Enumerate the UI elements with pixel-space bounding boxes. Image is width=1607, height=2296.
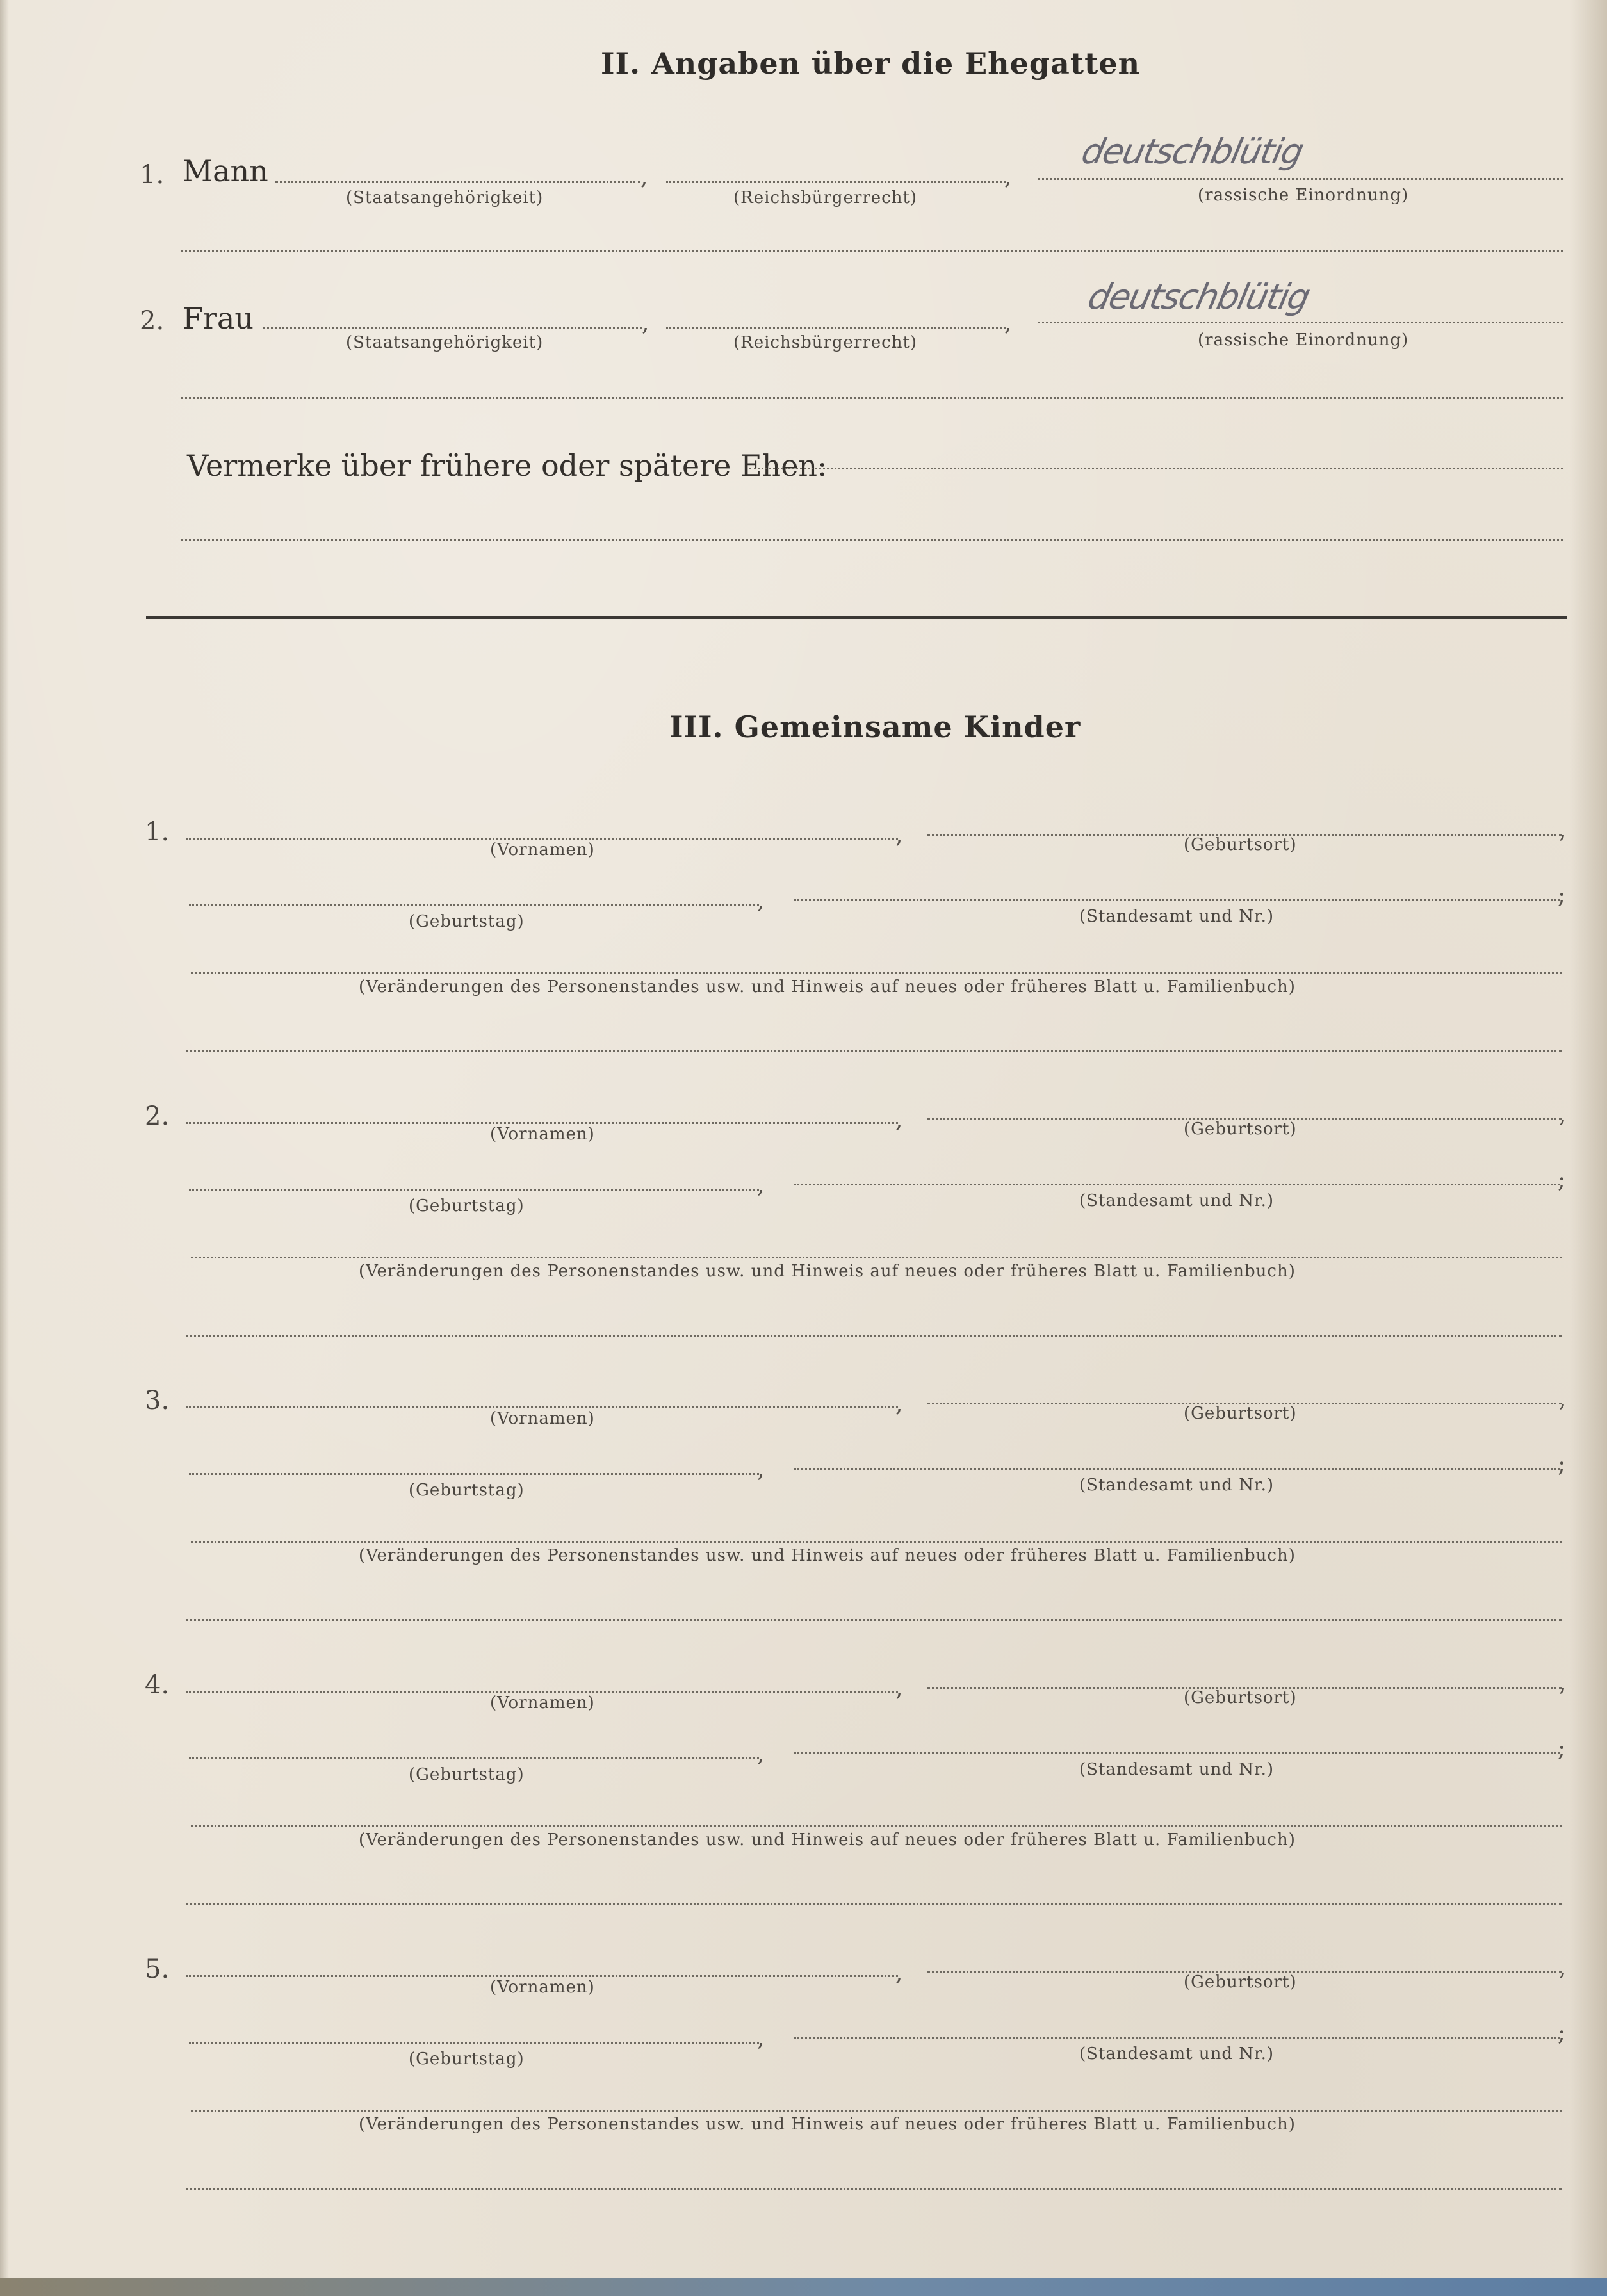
comma: ,	[1559, 1670, 1567, 1697]
child-changes-caption: (Veränderungen des Personenstandes usw. und Hinweis auf neues oder früheres Blatt u. Familienbuch)	[359, 1546, 1296, 1565]
man-citizenship-caption: (Staatsangehörigkeit)	[346, 188, 544, 208]
man-reich-caption: (Reichsbürgerrecht)	[733, 188, 918, 208]
child-birthdate-field[interactable]	[189, 1757, 759, 1759]
woman-racial-caption: (rassische Einordnung)	[1198, 330, 1409, 350]
comma: ,	[1559, 1955, 1567, 1981]
remarks-field[interactable]	[749, 468, 1563, 469]
comma: ,	[1559, 817, 1567, 843]
child-extra-line[interactable]	[186, 1050, 1562, 1052]
man-label: Mann	[183, 154, 268, 188]
child-firstname-field[interactable]	[186, 1691, 898, 1693]
page-bottom-edge	[0, 2278, 1607, 2296]
child-extra-line[interactable]	[186, 2188, 1562, 2190]
remarks-line-2[interactable]	[181, 539, 1563, 541]
page-left-edge	[0, 0, 9, 2296]
section-divider	[146, 616, 1567, 619]
child-office-caption: (Standesamt und Nr.)	[1079, 1191, 1275, 1210]
comma: ,	[757, 1741, 765, 1767]
child-number: 3.	[145, 1386, 170, 1415]
man-racial-caption: (rassische Einordnung)	[1198, 186, 1409, 205]
child-changes-field[interactable]	[191, 1541, 1562, 1543]
section-2-title: II. Angaben über die Ehegatten	[601, 46, 1141, 81]
comma: ,	[1004, 310, 1012, 336]
comma: ,	[1559, 1386, 1567, 1412]
child-birthdate-field[interactable]	[189, 2042, 759, 2044]
child-extra-line[interactable]	[186, 1335, 1562, 1337]
comma: ,	[757, 2025, 765, 2051]
child-office-caption: (Standesamt und Nr.)	[1079, 1760, 1275, 1779]
child-number: 4.	[145, 1670, 170, 1700]
comma: ,	[895, 1391, 903, 1417]
man-racial-handwriting: deutschblütig	[1078, 131, 1307, 172]
man-racial-field[interactable]	[1038, 178, 1563, 180]
comma: ,	[757, 1456, 765, 1483]
woman-extra-line[interactable]	[181, 397, 1563, 399]
comma: ,	[642, 310, 649, 336]
child-changes-caption: (Veränderungen des Personenstandes usw. und Hinweis auf neues oder früheres Blatt u. Familienbuch)	[359, 977, 1296, 997]
child-firstname-caption: (Vornamen)	[490, 1409, 595, 1428]
child-birthdate-caption: (Geburtstag)	[409, 1481, 525, 1500]
remarks-label: Vermerke über frühere oder spätere Ehen:	[187, 448, 828, 483]
woman-reich-caption: (Reichsbürgerrecht)	[733, 333, 918, 352]
child-changes-field[interactable]	[191, 1825, 1562, 1827]
semicolon: ;	[1558, 883, 1566, 909]
section-3-title: III. Gemeinsame Kinder	[669, 710, 1081, 744]
man-citizenship-field[interactable]	[275, 181, 640, 183]
woman-racial-handwriting: deutschblütig	[1084, 277, 1313, 317]
comma: ,	[1004, 164, 1012, 190]
comma: ,	[757, 888, 765, 914]
semicolon: ;	[1558, 1167, 1566, 1193]
child-firstname-caption: (Vornamen)	[490, 840, 595, 859]
woman-racial-field[interactable]	[1038, 322, 1563, 323]
child-changes-field[interactable]	[191, 1257, 1562, 1258]
child-extra-line[interactable]	[186, 1903, 1562, 1905]
woman-reich-field[interactable]	[666, 327, 1006, 329]
child-office-caption: (Standesamt und Nr.)	[1079, 1476, 1275, 1495]
woman-citizenship-caption: (Staatsangehörigkeit)	[346, 333, 544, 352]
child-firstname-caption: (Vornamen)	[490, 1125, 595, 1144]
woman-number: 2.	[140, 306, 165, 336]
child-birthplace-caption: (Geburtsort)	[1184, 835, 1297, 854]
child-birthdate-caption: (Geburtstag)	[409, 1765, 525, 1784]
comma: ,	[895, 1107, 903, 1133]
child-firstname-field[interactable]	[186, 1122, 898, 1124]
semicolon: ;	[1558, 1736, 1566, 1762]
child-office-caption: (Standesamt und Nr.)	[1079, 907, 1275, 926]
child-birthplace-caption: (Geburtsort)	[1184, 1973, 1297, 1992]
comma: ,	[1559, 1102, 1567, 1128]
child-birthdate-field[interactable]	[189, 1189, 759, 1191]
comma: ,	[895, 1960, 903, 1986]
man-reich-field[interactable]	[666, 181, 1006, 183]
child-birthdate-caption: (Geburtstag)	[409, 1196, 525, 1216]
child-birthdate-field[interactable]	[189, 1473, 759, 1475]
child-number: 2.	[145, 1102, 170, 1131]
child-firstname-caption: (Vornamen)	[490, 1978, 595, 1997]
child-number: 1.	[145, 817, 170, 847]
page-right-edge	[1570, 0, 1607, 2296]
child-firstname-field[interactable]	[186, 838, 898, 840]
child-firstname-field[interactable]	[186, 1406, 898, 1408]
child-number: 5.	[145, 1955, 170, 1984]
child-office-field[interactable]	[794, 1184, 1560, 1185]
child-office-field[interactable]	[794, 899, 1560, 901]
child-birthdate-caption: (Geburtstag)	[409, 2049, 525, 2069]
man-number: 1.	[140, 160, 165, 190]
child-firstname-field[interactable]	[186, 1975, 898, 1977]
child-office-field[interactable]	[794, 2037, 1560, 2039]
child-firstname-caption: (Vornamen)	[490, 1693, 595, 1713]
child-changes-caption: (Veränderungen des Personenstandes usw. und Hinweis auf neues oder früheres Blatt u. Familienbuch)	[359, 1262, 1296, 1281]
child-extra-line[interactable]	[186, 1619, 1562, 1621]
child-birthdate-caption: (Geburtstag)	[409, 912, 525, 931]
child-office-field[interactable]	[794, 1468, 1560, 1470]
child-birthplace-caption: (Geburtsort)	[1184, 1688, 1297, 1707]
semicolon: ;	[1558, 1451, 1566, 1478]
woman-citizenship-field[interactable]	[263, 327, 642, 329]
child-birthplace-caption: (Geburtsort)	[1184, 1120, 1297, 1139]
child-changes-field[interactable]	[191, 972, 1562, 974]
woman-label: Frau	[183, 301, 254, 336]
child-birthplace-caption: (Geburtsort)	[1184, 1404, 1297, 1423]
semicolon: ;	[1558, 2020, 1566, 2046]
comma: ,	[895, 822, 903, 849]
child-birthdate-field[interactable]	[189, 904, 759, 906]
child-changes-field[interactable]	[191, 2110, 1562, 2112]
man-extra-line[interactable]	[181, 250, 1563, 252]
child-office-field[interactable]	[794, 1752, 1560, 1754]
comma: ,	[640, 164, 648, 190]
comma: ,	[757, 1172, 765, 1198]
child-changes-caption: (Veränderungen des Personenstandes usw. und Hinweis auf neues oder früheres Blatt u. Familienbuch)	[359, 2115, 1296, 2134]
child-office-caption: (Standesamt und Nr.)	[1079, 2044, 1275, 2064]
child-changes-caption: (Veränderungen des Personenstandes usw. und Hinweis auf neues oder früheres Blatt u. Familienbuch)	[359, 1830, 1296, 1850]
comma: ,	[895, 1675, 903, 1702]
